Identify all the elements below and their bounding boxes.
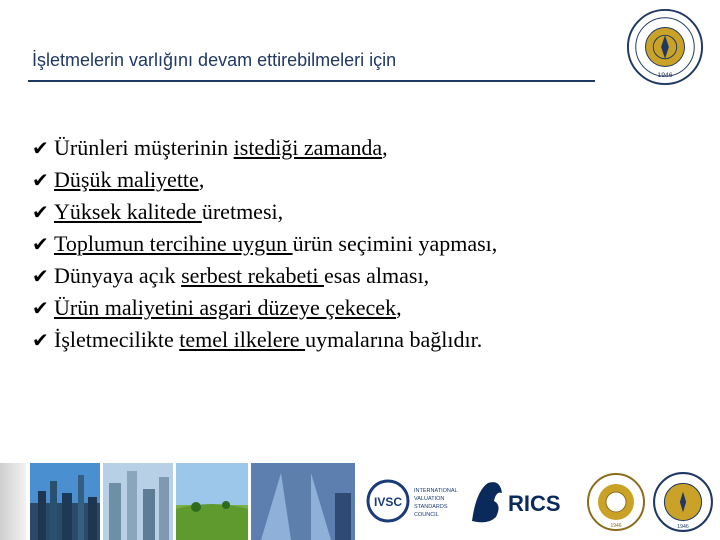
ivsc-abbr: IVSC bbox=[373, 495, 403, 509]
bullet-item bbox=[32, 260, 497, 292]
bullet-text: uymalarına bağlıdır. bbox=[305, 327, 483, 352]
landscape-photo bbox=[176, 463, 248, 540]
check-icon: ✔ bbox=[32, 136, 49, 160]
bullet-text-underlined: Düşük maliyette bbox=[54, 167, 199, 192]
check-icon: ✔ bbox=[32, 232, 49, 256]
bullet-item bbox=[32, 132, 497, 164]
bullet-text-underlined: Toplumun tercihine uygun bbox=[54, 231, 293, 256]
ivsc-line-2: VALUATION bbox=[414, 496, 445, 502]
university-seal-icon bbox=[626, 8, 704, 86]
university-seal-3-icon bbox=[652, 471, 714, 533]
building-photo bbox=[251, 463, 355, 540]
bullet-text: , bbox=[396, 295, 402, 320]
check-icon: ✔ bbox=[32, 168, 49, 192]
bullet-text: esas alması, bbox=[324, 263, 430, 288]
bullet-text-underlined: Yüksek kalitede bbox=[54, 199, 202, 224]
ivsc-line-4: COUNCIL bbox=[414, 512, 439, 518]
university-seal-2-icon bbox=[586, 471, 646, 533]
bullet-text: ürün seçimini yapması, bbox=[292, 231, 498, 256]
bullet-item bbox=[32, 196, 497, 228]
check-icon: ✔ bbox=[32, 296, 49, 320]
bullet-text: , bbox=[382, 135, 388, 160]
ivsc-line-3: STANDARDS bbox=[414, 504, 448, 510]
ivsc-line-1: INTERNATIONAL bbox=[414, 488, 458, 494]
bullet-text: İşletmecilikte bbox=[54, 327, 180, 352]
bullet-list bbox=[32, 132, 497, 356]
seal-3-year: 1946 bbox=[677, 523, 689, 530]
bullet-text: Ürünleri müşterinin bbox=[54, 135, 234, 160]
bullet-item bbox=[32, 164, 497, 196]
ivsc-logo bbox=[366, 471, 460, 531]
bullet-item bbox=[32, 292, 497, 324]
bullet-text-underlined: serbest rekabeti bbox=[181, 263, 324, 288]
rics-text: RICS bbox=[508, 491, 561, 516]
check-icon: ✔ bbox=[32, 328, 49, 352]
title-rule bbox=[28, 80, 595, 82]
seal-2-year: 1946 bbox=[610, 523, 622, 529]
bullet-text-underlined: istediği zamanda bbox=[233, 135, 383, 160]
bullet-text: Dünyaya açık bbox=[54, 263, 182, 288]
bullet-text-underlined: temel ilkelere bbox=[179, 327, 306, 352]
footer-gradient bbox=[0, 463, 26, 540]
seal-year: 1946 bbox=[657, 72, 673, 80]
page-title: İşletmelerin varlığını devam ettirebilmeleri için bbox=[32, 50, 397, 70]
bullet-item bbox=[32, 228, 497, 260]
bullet-text-underlined: Ürün maliyetini asgari düzeye çekecek bbox=[54, 295, 397, 320]
city-photo-2 bbox=[103, 463, 173, 540]
city-photo-1 bbox=[30, 463, 100, 540]
rics-logo bbox=[466, 471, 578, 531]
check-icon: ✔ bbox=[32, 200, 49, 224]
check-icon: ✔ bbox=[32, 264, 49, 288]
bullet-text: , bbox=[198, 167, 205, 192]
bullet-text: üretmesi, bbox=[201, 199, 284, 224]
bullet-item bbox=[32, 324, 497, 356]
footer-band bbox=[0, 463, 720, 540]
